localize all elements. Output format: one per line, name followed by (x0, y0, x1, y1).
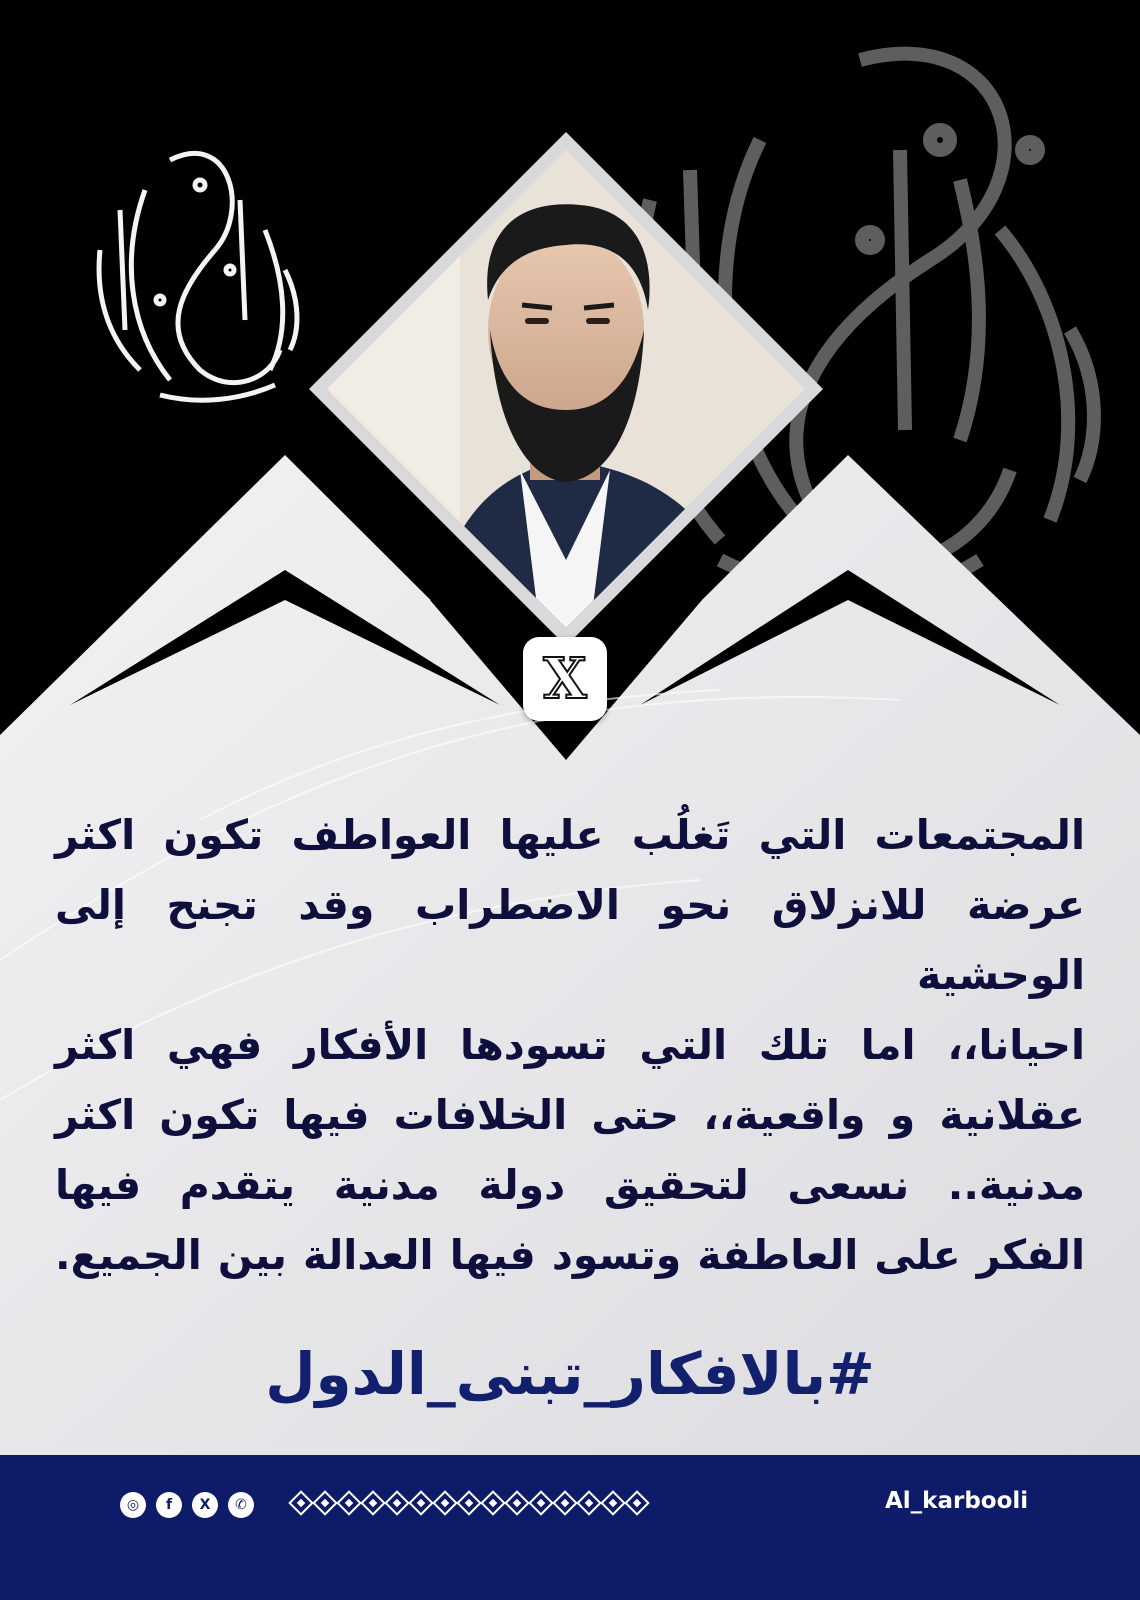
facebook-icon[interactable]: f (156, 1492, 182, 1518)
social-icons (120, 1492, 254, 1518)
diamond-ornament-icon (360, 1490, 385, 1515)
diamond-ornament-icon (432, 1490, 457, 1515)
diamond-ornament-icon (576, 1490, 601, 1515)
diamond-ornament-icon (624, 1490, 649, 1515)
quote-line: احيانا،، اما تلك التي تسودها الأفكار فهي اكثر (55, 1021, 1085, 1069)
x-icon[interactable]: X (192, 1492, 218, 1518)
diamond-ornament-icon (480, 1490, 505, 1515)
x-logo-badge[interactable] (523, 637, 607, 721)
quote-line: الفكر على العاطفة وتسود فيها العدالة بين الجميع. (55, 1231, 1085, 1279)
diamond-ornament-row (292, 1494, 646, 1512)
diamond-ornament-icon (552, 1490, 577, 1515)
quote-line: عقلانية و واقعية،، حتى الخلافات فيها تكون اكثر (55, 1091, 1085, 1139)
diamond-ornament-icon (312, 1490, 337, 1515)
diamond-ornament-icon (528, 1490, 553, 1515)
diamond-ornament-icon (288, 1490, 313, 1515)
x-icon: X (543, 646, 587, 712)
footer-bar (0, 1455, 1140, 1600)
diamond-ornament-icon (456, 1490, 481, 1515)
whatsapp-icon[interactable]: ✆ (228, 1492, 254, 1518)
diamond-ornament-icon (600, 1490, 625, 1515)
diamond-ornament-icon (504, 1490, 529, 1515)
quote-line: عرضة للانزلاق نحو الاضطراب وقد تجنح إلى الوحشية (55, 881, 1085, 999)
quote-body (55, 800, 1085, 1290)
instagram-icon[interactable]: ◎ (120, 1492, 146, 1518)
quote-line: مدنية.. نسعى لتحقيق دولة مدنية يتقدم فيها (55, 1161, 1085, 1209)
hashtag[interactable]: #بالافكار_تبنى_الدول (265, 1340, 875, 1408)
diamond-ornament-icon (336, 1490, 361, 1515)
account-handle[interactable]: Al_karbooli (885, 1488, 1029, 1514)
diamond-ornament-icon (384, 1490, 409, 1515)
diamond-ornament-icon (408, 1490, 433, 1515)
quote-line: المجتمعات التي تَغلُب عليها العواطف تكون اكثر (55, 811, 1085, 859)
